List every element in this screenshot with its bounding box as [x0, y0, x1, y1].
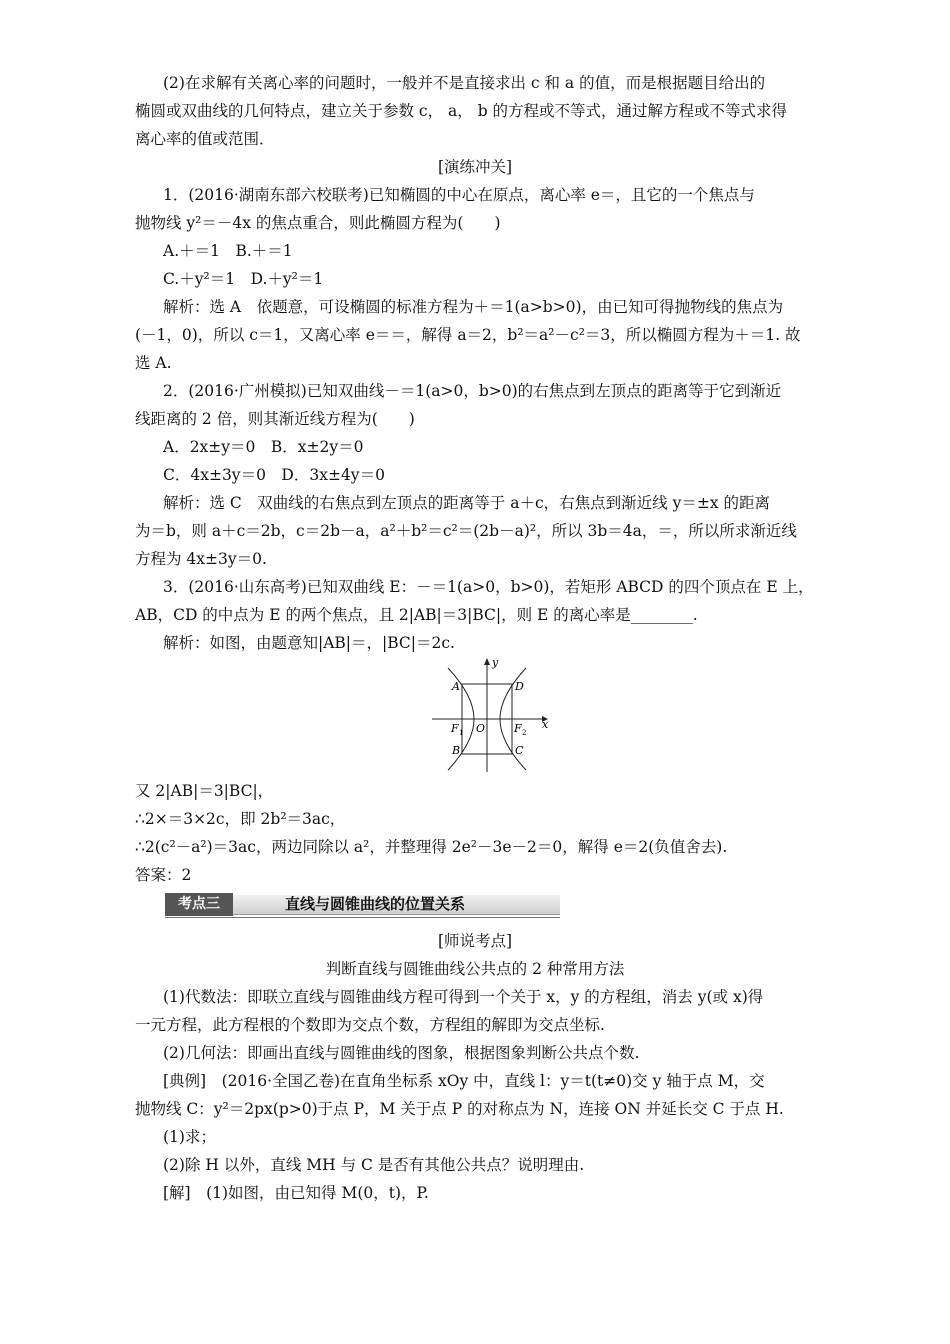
banner-title: 直线与圆锥曲线的位置关系: [285, 895, 466, 913]
label-F1: F: [451, 722, 459, 735]
hyperbola-figure: [430, 656, 555, 774]
problem-3-line: AB，CD 的中点为 E 的两个焦点，且 2|AB|＝3|BC|，则 E 的离心率是________.: [135, 606, 698, 624]
paragraph-line: (2)在求解有关离心率的问题时，一般并不是直接求出 c 和 a 的值，而是根据题目给出的: [163, 74, 766, 92]
problem-2-line: 线距离的 2 倍，则其渐近线方程为( ): [135, 410, 415, 428]
problem-3-line: 3．(2016·山东高考)已知双曲线 E：－＝1(a>0，b>0)，若矩形 ABCD 的四个顶点在 E 上，: [163, 578, 814, 596]
method-heading: 判断直线与圆锥曲线公共点的 2 种常用方法: [325, 960, 625, 978]
label-x: x: [542, 718, 549, 731]
solution-2-line: 解析：选 C 双曲线的右焦点到左顶点的距离等于 a＋c，右焦点到渐近线 y＝±x 的距离: [163, 494, 770, 512]
solution-1-line: (－1，0)，所以 c＝1，又离心率 e＝＝，解得 a＝2，b²＝a²－c²＝3，所以椭圆方程为＋＝1. 故: [135, 326, 801, 344]
solution-1-line: 解析：选 A 依题意，可设椭圆的标准方程为＋＝1(a>b>0)，由已知可得抛物线的焦点为: [163, 298, 784, 316]
method-line: (2)几何法：即画出直线与圆锥曲线的图象，根据图象判断公共点个数.: [163, 1044, 640, 1062]
example-question-2: (2)除 H 以外，直线 MH 与 C 是否有其他公共点？说明理由.: [163, 1156, 585, 1174]
problem-1-choices: C.＋y²＝1 D.＋y²＝1: [163, 270, 324, 288]
label-O: O: [476, 722, 486, 735]
problem-1-choices: A.＋＝1 B.＋＝1: [163, 242, 293, 260]
problem-1-line: 抛物线 y²＝－4x 的焦点重合，则此椭圆方程为( ): [135, 214, 501, 232]
solution-3-line: ∴2×＝3×2c，即 2b²＝3ac，: [135, 810, 346, 828]
problem-2-choices: C．4x±3y＝0 D．3x±4y＝0: [163, 466, 385, 484]
solution-3-line: 又 2|AB|＝3|BC|，: [135, 782, 274, 800]
example-solution: [解] (1)如图，由已知得 M(0，t)，P.: [163, 1184, 429, 1202]
solution-2-line: 方程为 4x±3y＝0.: [135, 550, 267, 568]
label-F1-sub: 1: [459, 729, 464, 737]
label-D: D: [515, 680, 524, 693]
banner-tag: 考点三: [165, 893, 233, 916]
section-banner: [165, 893, 560, 918]
problem-2-choices: A．2x±y＝0 B．x±2y＝0: [163, 438, 364, 456]
problem-1-line: 1．(2016·湖南东部六校联考)已知椭圆的中心在原点，离心率 e＝，且它的一个焦点与: [163, 186, 755, 204]
example-line: 抛物线 C：y²＝2px(p>0)于点 P，M 关于点 P 的对称点为 N，连接 ON 并延长交 C 于点 H.: [135, 1100, 784, 1118]
label-F2-sub: 2: [522, 729, 527, 737]
label-F2: F: [514, 722, 522, 735]
answer-3: 答案：2: [135, 866, 192, 884]
banner-underline: [165, 917, 560, 918]
paragraph-line: 椭圆或双曲线的几何特点，建立关于参数 c， a， b 的方程或不等式，通过解方程或不等式求得: [135, 102, 788, 120]
label-C: C: [515, 744, 524, 757]
label-y: y: [492, 656, 499, 669]
solution-2-line: 为＝b，则 a＋c＝2b，c＝2b－a，a²＋b²＝c²＝(2b－a)²，所以 3b＝4a，＝，所以所求渐近线: [135, 522, 797, 540]
method-line: (1)代数法：即联立直线与圆锥曲线方程可得到一个关于 x，y 的方程组，消去 y(或 x)得: [163, 988, 764, 1006]
example-question-1: (1)求；: [163, 1128, 216, 1146]
label-B: B: [452, 744, 461, 757]
example-line: [典例] (2016·全国乙卷)在直角坐标系 xOy 中，直线 l：y＝t(t≠0)交 y 轴于点 M，交: [163, 1072, 765, 1090]
problem-2-line: 2．(2016·广州模拟)已知双曲线－＝1(a>0，b>0)的右焦点到左顶点的距离等于它到渐近: [163, 382, 782, 400]
section-header-practice: [演练冲关]: [437, 158, 513, 176]
section-header-teacher: [师说考点]: [437, 932, 513, 950]
paragraph-line: 离心率的值或范围．: [135, 130, 275, 148]
label-A: A: [452, 680, 460, 693]
solution-1-line: 选 A.: [135, 354, 172, 372]
solution-3-line: 解析：如图，由题意知|AB|＝，|BC|＝2c.: [163, 634, 455, 652]
method-line: 一元方程，此方程根的个数即为交点个数，方程组的解即为交点坐标.: [135, 1016, 605, 1034]
y-axis-arrow: [484, 658, 490, 665]
solution-3-line: ∴2(c²－a²)＝3ac，两边同除以 a²，并整理得 2e²－3e－2＝0，解得 e＝2(负值舍去).: [135, 838, 728, 856]
